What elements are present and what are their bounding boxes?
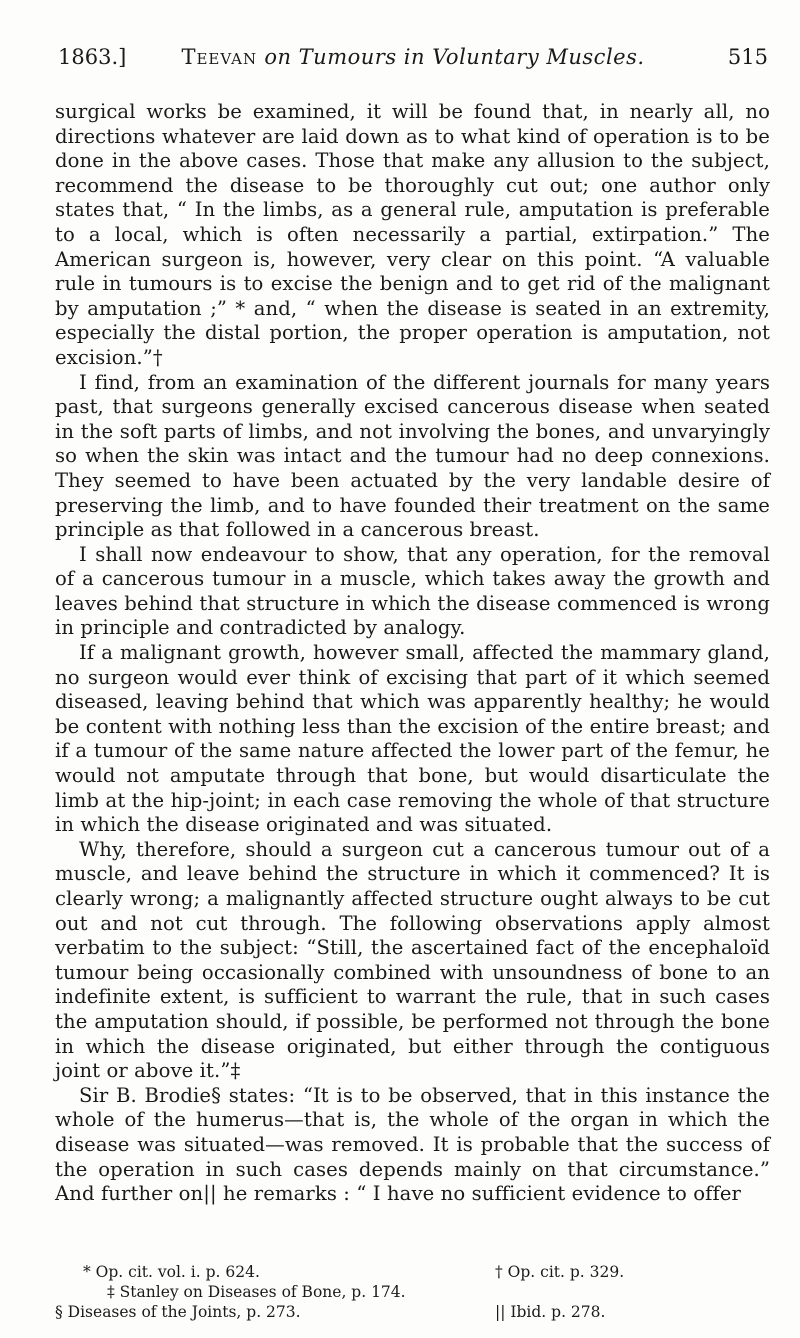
footnote-1: * Op. cit. vol. i. p. 624. [83, 1263, 260, 1281]
footnote-row-3 [55, 1302, 770, 1322]
footnote-row-1 [55, 1262, 770, 1282]
page-number: 515 [727, 45, 768, 69]
header-connector: on [264, 45, 292, 69]
paragraph-3: I shall now endeavour to show, that any operation, for the removal of a cancerous tumour in a muscle, which takes away the growth and leaves behind that structure in which the disease commenced is wrong in principle and contradicted by analogy. [55, 542, 770, 640]
paragraph-5: Why, therefore, should a surgeon cut a cancerous tumour out of a muscle, and leave behind the structure in which it commenced? It is clearly wrong; a malignantly affected structure ought always to be cut out and not cut through. The following observations apply almost verbatim to the subject: “Still, the ascertained fact of the encephaloïd tumour being occasionally combined with unsoundness of bone to an indefinite extent, is sufficient to warrant the rule, that in such cases the amputation should, if possible, be performed not through the bone in which the disease originated, but either through the contiguous joint or above it.”‡ [55, 837, 770, 1083]
footnotes [55, 1262, 770, 1322]
paragraph-4: If a malignant growth, however small, affected the mammary gland, no surgeon would ever think of excising that part of it which seemed diseased, leaving behind that which was apparently healthy; he would be content with nothing less than the excision of the entire breast; and if a tumour of the same nature affected the lower part of the femur, he would not amputate through that bone, but would disarticulate the limb at the hip-joint; in each case removing the whole of that structure in which the disease originated and was situated. [55, 641, 770, 837]
paragraph-1: surgical works be examined, it will be found that, in nearly all, no directions whatever are laid down as to what kind of operation is to be done in the above cases. Those that make any allusion to the subject, recommend the disease to be thoroughly cut out; one author only states that, “ In the limbs, as a general rule, amputation is preferable to a local, which is often necessarily a partial, extirpation.” The American surgeon is, however, very clear on this point. “A valuable rule in tumours is to excise the benign and to get rid of the malignant by amputation ;” * and, “ when the disease is seated in an extremity, especially the distal portion, the proper operation is amputation, not excision.”† [55, 100, 770, 369]
footnote-3: ‡ Stanley on Diseases of Bone, p. 174. [107, 1283, 406, 1301]
running-head [58, 40, 768, 74]
footnote-4: § Diseases of the Joints, p. 273. [55, 1303, 301, 1321]
footnote-row-2 [55, 1282, 770, 1302]
header-article-title: Tumours in Voluntary Muscles. [298, 45, 645, 69]
header-title [58, 40, 768, 74]
footnote-2: † Op. cit. p. 329. [495, 1263, 625, 1281]
header-author: Teevan [181, 45, 258, 69]
header-year: 1863.] [58, 45, 127, 69]
paragraph-6: Sir B. Brodie§ states: “It is to be observed, that in this instance the whole of the humerus—that is, the whole of the organ in which the disease was situated—was removed. It is probable that the success of the operation in such cases depends mainly on that circumstance.” And further on|| he remarks : “ I have no sufficient evidence to offer [55, 1083, 770, 1206]
paragraph-2: I find, from an examination of the different journals for many years past, that surgeons generally excised cancerous disease when seated in the soft parts of limbs, and not involving the bones, and unvaryingly so when the skin was intact and the tumour had no deep connexions. They seemed to have been actuated by the very landable desire of preserving the limb, and to have founded their treatment on the same principle as that followed in a cancerous breast. [55, 370, 770, 542]
body-text [55, 100, 770, 1207]
footnote-5: || Ibid. p. 278. [495, 1303, 606, 1321]
